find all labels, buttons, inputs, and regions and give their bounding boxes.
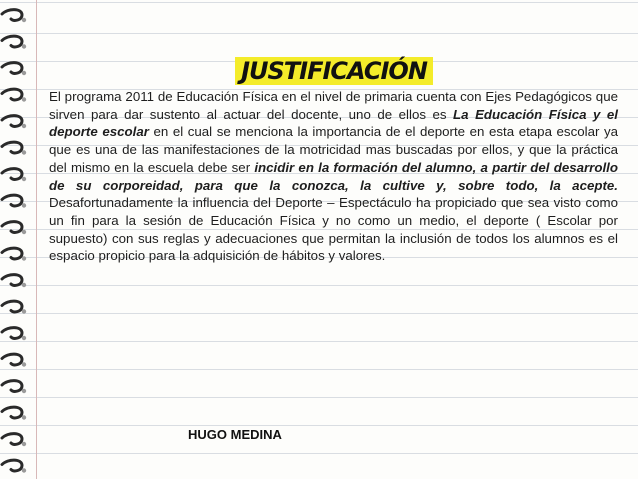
spiral-ring xyxy=(2,142,26,155)
paragraph-emphasis: incidir en la formación del alumno, a partir del desarrollo de su corporeidad, para que la conozca, la cultive y, sobre todo, la acepte. xyxy=(49,159,618,193)
spiral-ring xyxy=(2,434,26,447)
spiral-ring xyxy=(2,169,26,182)
title-text: JUSTIFICACIÓN xyxy=(235,57,433,85)
spiral-ring xyxy=(2,222,26,235)
paragraph-emphasis: La Educación Física y el deporte escolar xyxy=(49,106,618,140)
spiral-ring xyxy=(2,407,26,420)
spiral-ring xyxy=(2,381,26,394)
spiral-ring xyxy=(2,195,26,208)
page-title xyxy=(0,50,638,87)
spiral-ring xyxy=(2,116,26,129)
paragraph-segment: en el cual se menciona la importancia de el deporte en esta etapa escolar ya que es una de las manifestaciones de la motricidad mas buscadas por ellos, y que la práctica del mismo en la escuela debe ser xyxy=(49,124,618,175)
justification-paragraph xyxy=(49,88,618,265)
spiral-ring xyxy=(2,301,26,314)
spiral-ring xyxy=(2,248,26,261)
spiral-ring xyxy=(2,36,26,49)
spiral-ring xyxy=(2,328,26,341)
spiral-ring xyxy=(2,275,26,288)
spiral-ring xyxy=(2,460,26,473)
paragraph-segment: Desafortunadamente la influencia del Deporte – Espectáculo ha propiciado que sea visto como un fin para la sesión de Educación Física y no como un medio, el deporte ( Escolar por supuesto) con sus reglas y adecuaciones que permitan la inclusión de todos los alumnos es el espacio propicio para la adquisición de hábitos y valores. xyxy=(49,195,618,264)
author-name: HUGO MEDINA xyxy=(188,427,282,442)
spiral-ring xyxy=(2,89,26,102)
spiral-ring xyxy=(2,354,26,367)
spiral-ring xyxy=(2,10,26,23)
paragraph-segment: El programa 2011 de Educación Física en el nivel de primaria cuenta con Ejes Pedagógicos que sirven para dar sustento al actuar del docente, uno de ellos es xyxy=(49,89,618,122)
